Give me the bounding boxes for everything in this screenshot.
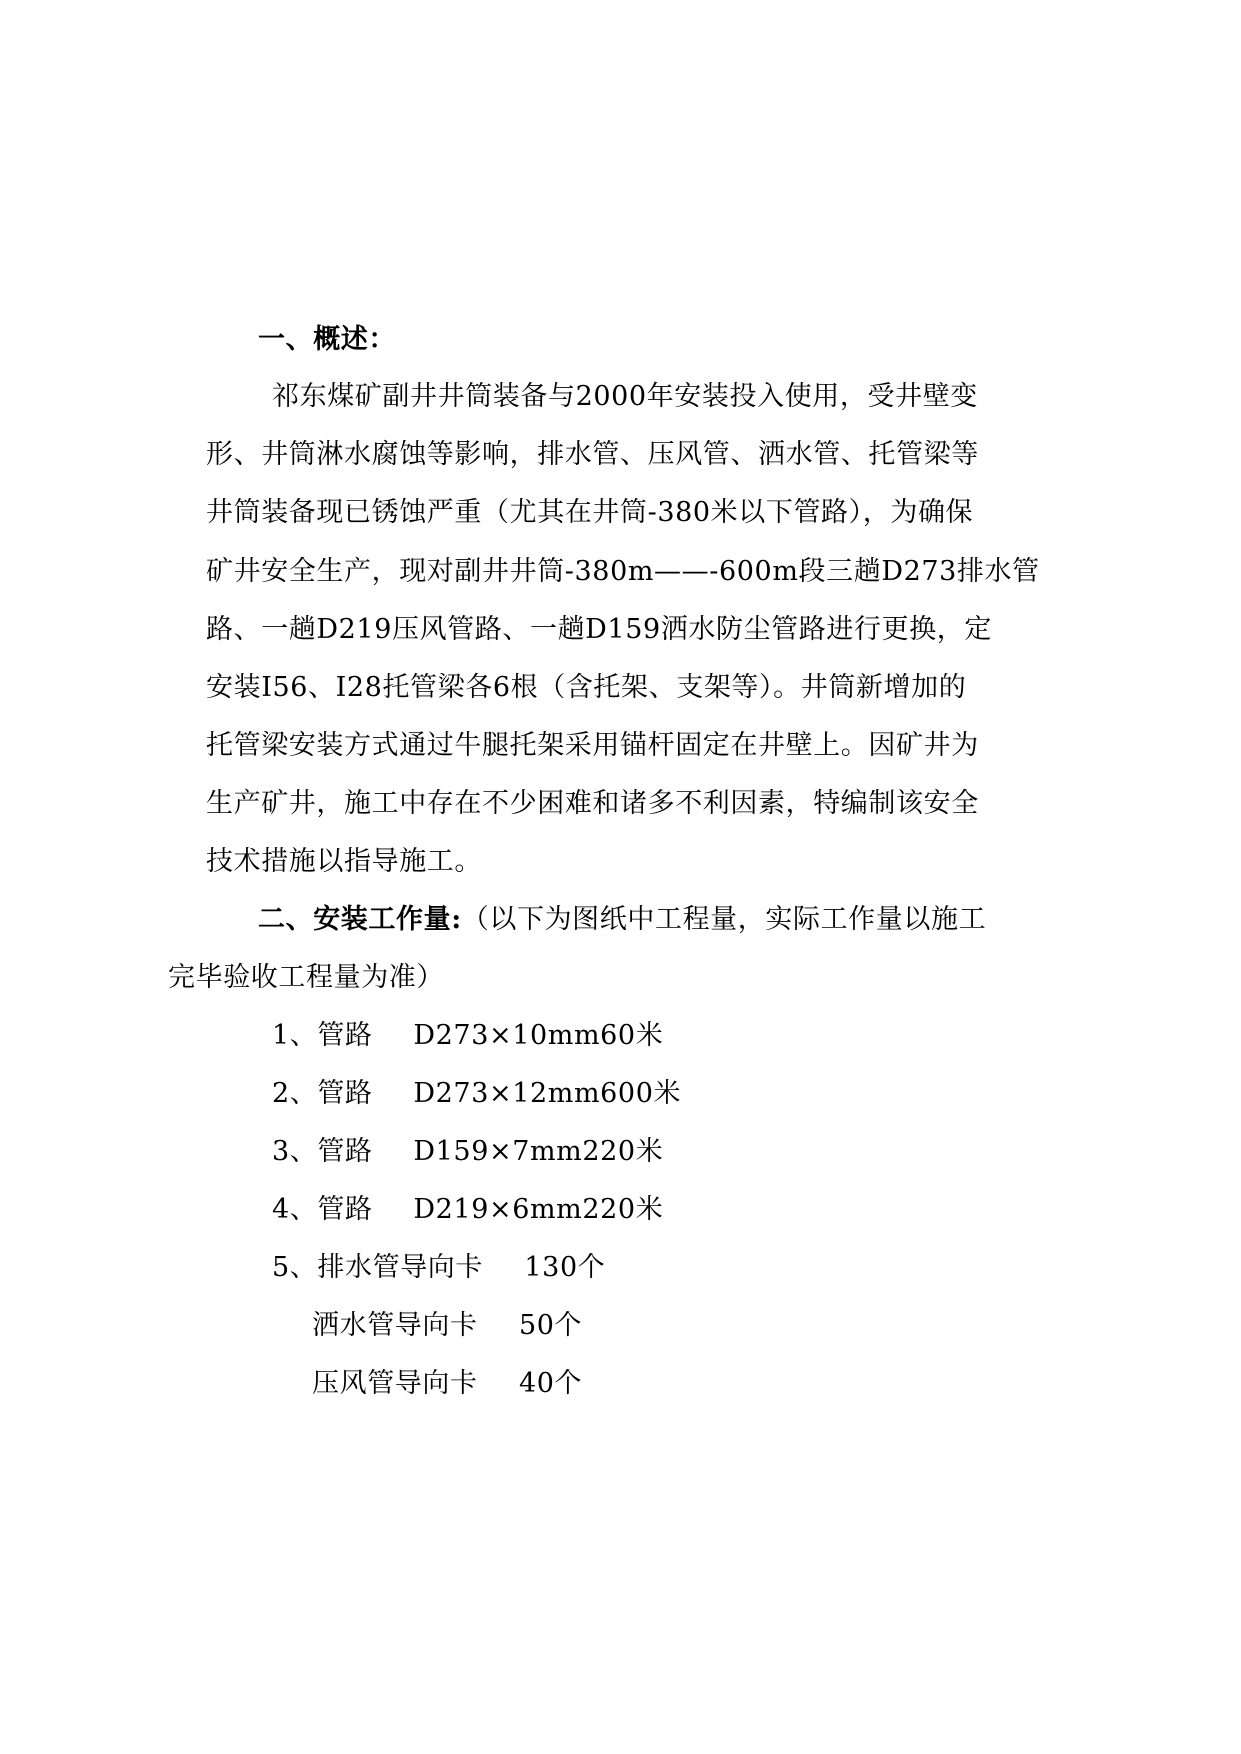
- overview-paragraph-line-6: 安装I56、I28托管梁各6根（含托架、支架等）。井筒新增加的: [206, 672, 967, 703]
- item-name: 排水管导向卡: [317, 1252, 483, 1283]
- item-spec: 130个: [524, 1252, 606, 1283]
- overview-paragraph-line-7: 托管梁安装方式通过牛腿托架采用锚杆固定在井壁上。因矿井为: [206, 730, 979, 761]
- section-2-heading-line: [258, 900, 986, 940]
- quantity-item: [272, 1074, 681, 1114]
- item-name: 管路: [317, 1194, 373, 1225]
- quantity-item: [312, 1364, 582, 1404]
- item-spec: 40个: [519, 1368, 583, 1399]
- item-spec: D159×7mm220米: [413, 1136, 664, 1167]
- section-1-heading: 一、概述：: [258, 324, 396, 355]
- overview-paragraph-line-5: 路、一趟D219压风管路、一趟D159洒水防尘管路进行更换，定: [206, 614, 992, 645]
- item-name: 管路: [317, 1136, 373, 1167]
- item-number: 2、: [272, 1078, 318, 1109]
- quantity-item: [272, 1132, 663, 1172]
- overview-paragraph-line-8: 生产矿井，施工中存在不少困难和诸多不利因素，特编制该安全: [206, 788, 979, 819]
- overview-paragraph-line-3: 井筒装备现已锈蚀严重（尤其在井筒-380米以下管路），为确保: [206, 497, 974, 528]
- quantity-item: [272, 1016, 663, 1056]
- item-number: 5、: [272, 1252, 318, 1283]
- overview-paragraph-line-2: 形、井筒淋水腐蚀等影响，排水管、压风管、洒水管、托管梁等: [206, 439, 979, 470]
- overview-paragraph-line-9: 技术措施以指导施工。: [206, 846, 482, 877]
- quantity-item: [272, 1248, 605, 1288]
- item-number: 4、: [272, 1194, 318, 1225]
- quantity-item: [272, 1190, 663, 1230]
- overview-paragraph-line-1: 祁东煤矿副井井筒装备与2000年安装投入使用，受井壁变: [272, 381, 978, 412]
- item-number: 1、: [272, 1020, 318, 1051]
- section-2-note: （以下为图纸中工程量，实际工作量以施工: [461, 904, 987, 935]
- item-name: 管路: [317, 1078, 373, 1109]
- item-name: 压风管导向卡: [312, 1368, 478, 1399]
- quantity-item: [312, 1306, 582, 1346]
- item-spec: D219×6mm220米: [413, 1194, 664, 1225]
- item-name: 管路: [317, 1020, 373, 1051]
- section-2-note-continuation: 完毕验收工程量为准）: [168, 962, 444, 993]
- item-name: 洒水管导向卡: [312, 1310, 478, 1341]
- item-spec: D273×10mm60米: [413, 1020, 664, 1051]
- item-spec: D273×12mm600米: [413, 1078, 682, 1109]
- overview-paragraph-line-4: 矿井安全生产，现对副井井筒-380m——-600m段三趟D273排水管: [206, 556, 1040, 587]
- section-2-heading: 二、安装工作量:: [258, 904, 462, 935]
- item-number: 3、: [272, 1136, 318, 1167]
- item-spec: 50个: [519, 1310, 583, 1341]
